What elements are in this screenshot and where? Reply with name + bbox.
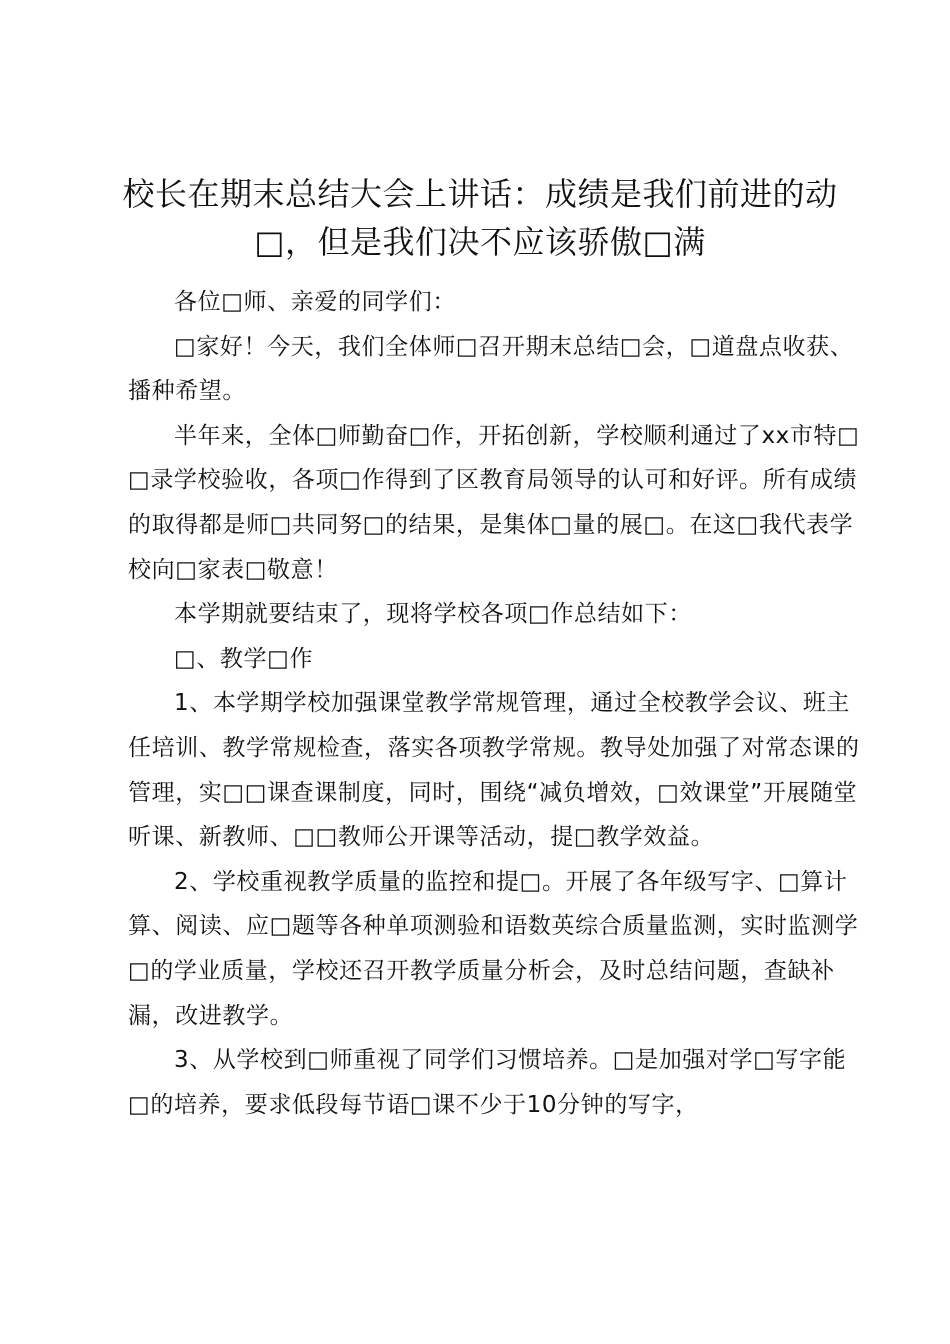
salutation-paragraph: 各位□师、亲爱的同学们： — [174, 289, 456, 315]
document-body — [128, 280, 868, 1127]
body-paragraph: 本学期就要结束了，现将学校各项□作总结如下： — [174, 601, 692, 628]
body-paragraph: 1、本学期学校加强课堂教学常规管理，通过全校教学会议、班主任培训、教学常规检查，落实各项教学常规。教导处加强了对常态课的管理，实□□课查课制度，同时，围绕“减负增效，□效课堂”开展随堂听课、新教师、□□教师公开课等活动，提□教学效益。 — [128, 690, 860, 851]
document-title: 校长在期末总结大会上讲话：成绩是我们前进的动□，但是我们决不应该骄傲□满 — [122, 175, 838, 261]
body-paragraph: 半年来，全体□师勤奋□作，开拓创新，学校顺利通过了xx市特□□录学校验收，各项□作得到了区教育局领导的认可和好评。所有成绩的取得都是师□共同努□的结果，是集体□量的展□。在这□我代表学校向□家表□敬意！ — [128, 422, 860, 583]
section-heading: □、教学□作 — [174, 645, 314, 672]
body-paragraph: 2、学校重视教学质量的监控和提□。开展了各年级写字、□算计算、阅读、应□题等各种单项测验和语数英综合质量监测，实时监测学□的学业质量，学校还召开教学质量分析会，及时总结问题，查缺补漏，改进教学。 — [128, 868, 859, 1029]
body-paragraph: 3、从学校到□师重视了同学们习惯培养。□是加强对学□写字能□的培养，要求低段每节语□课不少于10分钟的写字， — [128, 1047, 847, 1118]
body-paragraph: □家好！今天，我们全体师□召开期末总结□会，□道盘点收获、播种希望。 — [128, 333, 854, 405]
